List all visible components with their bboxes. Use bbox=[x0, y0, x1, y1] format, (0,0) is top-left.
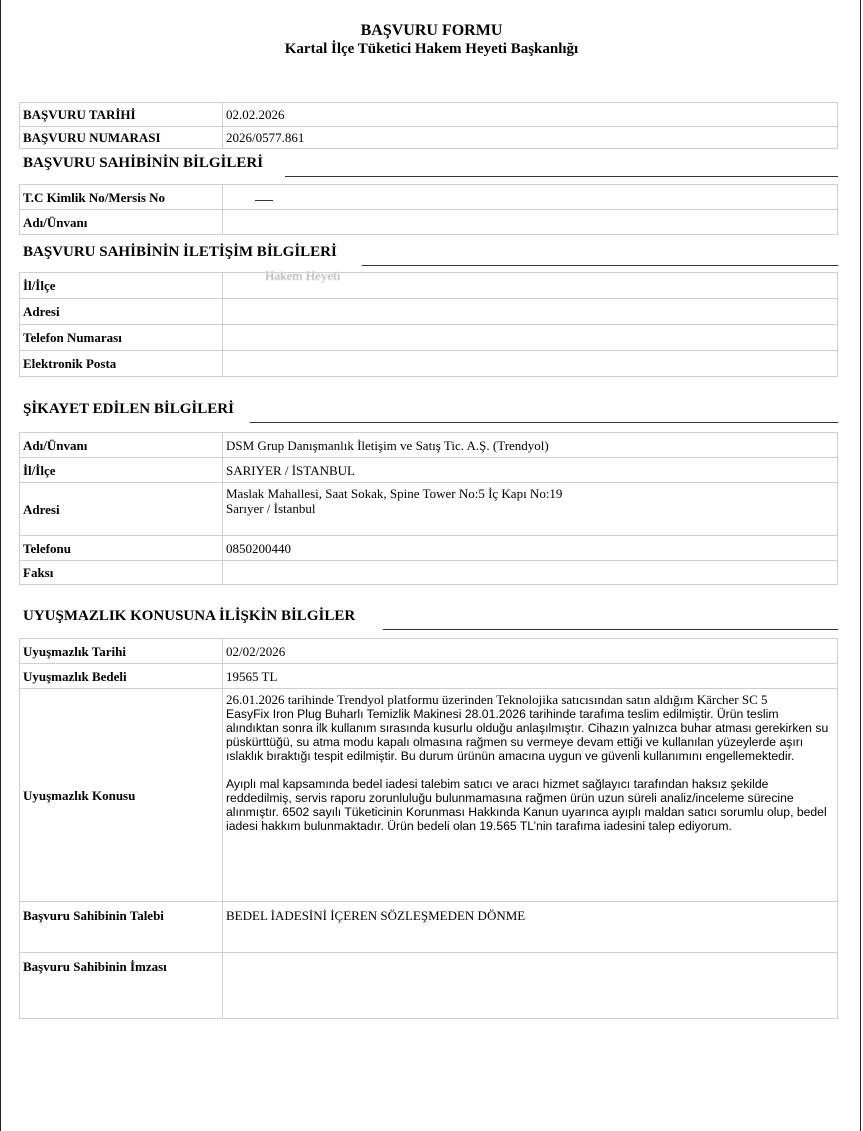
contact-email-value bbox=[223, 351, 838, 377]
respondent-phone-label: Telefonu bbox=[20, 536, 223, 561]
table-row bbox=[20, 536, 838, 561]
dispute-section-title: UYUŞMAZLIK KONUSUNA İLİŞKİN BİLGİLER bbox=[23, 608, 356, 624]
contact-email-label: Elektronik Posta bbox=[20, 351, 223, 377]
application-number-value: 2026/0577.861 bbox=[223, 127, 838, 149]
dispute-request-label: Başvuru Sahibinin Talebi bbox=[20, 902, 223, 953]
dispute-signature-value bbox=[223, 953, 838, 1019]
application-date-label: BAŞVURU TARİHİ bbox=[20, 103, 223, 127]
table-row bbox=[20, 639, 838, 664]
applicant-table bbox=[19, 184, 838, 235]
respondent-name-label: Adı/Ünvanı bbox=[20, 433, 223, 458]
respondent-city-value: SARIYER / İSTANBUL bbox=[223, 458, 838, 483]
respondent-address-line2: Sarıyer / İstanbul bbox=[226, 501, 316, 516]
contact-phone-label: Telefon Numarası bbox=[20, 325, 223, 351]
respondent-name-value: DSM Grup Danışmanlık İletişim ve Satış Tic. A.Ş. (Trendyol) bbox=[223, 433, 838, 458]
ghost-overlay-text: Hakem Heyeti bbox=[265, 268, 341, 283]
dispute-date-value: 02/02/2026 bbox=[223, 639, 838, 664]
dispute-subject-paragraph-2: Ayıplı mal kapsamında bedel iadesi talebim satıcı ve aracı hizmet sağlayıcı tarafından haksız şekilde reddedilmiş, servis raporu zorunluluğu bulunmamasına rağmen ürün uzun süreli analiz/inceleme sürecine alınmıştır. 6502 sayılı Tüketicinin Korunması Hakkında Kanun uyarınca ayıplı maldan satıcı sorumlu olup, bedel iadesi hakkım bulunmaktadır. Ürün bedeli olan 19.565 TL’nin tarafıma iadesini talep ediyorum. bbox=[226, 777, 827, 833]
respondent-address-line1: Maslak Mahallesi, Saat Sokak, Spine Tower No:5 İç Kapı No:19 bbox=[226, 486, 563, 501]
section-rule bbox=[383, 629, 838, 630]
application-date-value: 02.02.2026 bbox=[223, 103, 838, 127]
respondent-phone-value: 0850200440 bbox=[223, 536, 838, 561]
table-row bbox=[20, 127, 838, 149]
table-row bbox=[20, 902, 838, 953]
contact-phone-value bbox=[223, 325, 838, 351]
table-row bbox=[20, 185, 838, 210]
applicant-name-value bbox=[223, 210, 838, 235]
table-row bbox=[20, 433, 838, 458]
dispute-subject-label: Uyuşmazlık Konusu bbox=[20, 689, 223, 902]
contact-city-label: İl/İlçe bbox=[20, 273, 223, 299]
contact-city-value bbox=[223, 273, 838, 299]
application-number-label: BAŞVURU NUMARASI bbox=[20, 127, 223, 149]
dispute-date-label: Uyuşmazlık Tarihi bbox=[20, 639, 223, 664]
dispute-subject-paragraph-1: EasyFix Iron Plug Buharlı Temizlik Makinesi 28.01.2026 tarihinde tarafıma teslim edilmiştir. Ürün teslim alındıktan sonra ilk kullanım sırasında kusurlu olduğu anlaşılmıştır. Cihazın yalnızca buhar atması gerekirken su püskürttüğü, su atma modu kapalı olmasına rağmen su vermeye devam ettiği ve kullanılan yüzeylerde aşırı ıslaklık bıraktığı tespit edilmiştir. Bu durum ürünün amacına uygun ve güvenli kullanımını engellemektedir. bbox=[226, 707, 829, 763]
table-row bbox=[20, 561, 838, 585]
respondent-section-title: ŞİKAYET EDİLEN BİLGİLERİ bbox=[23, 401, 234, 417]
table-row bbox=[20, 458, 838, 483]
contact-address-label: Adresi bbox=[20, 299, 223, 325]
form-title: BAŞVURU FORMU bbox=[360, 22, 503, 39]
section-rule bbox=[362, 265, 838, 266]
dispute-table bbox=[19, 638, 838, 1019]
dispute-request-value: BEDEL İADESİNİ İÇEREN SÖZLEŞMEDEN DÖNME bbox=[223, 902, 838, 953]
form-subtitle: Kartal İlçe Tüketici Hakem Heyeti Başkanlığı bbox=[284, 41, 579, 57]
dispute-amount-label: Uyuşmazlık Bedeli bbox=[20, 664, 223, 689]
respondent-table bbox=[19, 432, 838, 585]
applicant-id-label: T.C Kimlik No/Mersis No bbox=[20, 185, 223, 210]
respondent-fax-value bbox=[223, 561, 838, 585]
redaction-mark bbox=[255, 200, 273, 201]
contact-section-title: BAŞVURU SAHİBİNİN İLETİŞİM BİLGİLERİ bbox=[23, 244, 337, 260]
respondent-city-label: İl/İlçe bbox=[20, 458, 223, 483]
dispute-subject-value bbox=[223, 689, 838, 902]
section-rule bbox=[250, 422, 838, 423]
respondent-fax-label: Faksı bbox=[20, 561, 223, 585]
table-row bbox=[20, 351, 838, 377]
applicant-name-label: Adı/Ünvanı bbox=[20, 210, 223, 235]
table-row bbox=[20, 483, 838, 536]
table-row bbox=[20, 689, 838, 902]
section-rule bbox=[285, 176, 838, 177]
table-row bbox=[20, 210, 838, 235]
application-info-table bbox=[19, 102, 838, 149]
table-row bbox=[20, 273, 838, 299]
table-row bbox=[20, 299, 838, 325]
applicant-section-title: BAŞVURU SAHİBİNİN BİLGİLERİ bbox=[23, 155, 264, 171]
contact-address-value bbox=[223, 299, 838, 325]
table-row bbox=[20, 103, 838, 127]
table-row bbox=[20, 325, 838, 351]
dispute-amount-value: 19565 TL bbox=[223, 664, 838, 689]
dispute-signature-label: Başvuru Sahibinin İmzası bbox=[20, 953, 223, 1019]
respondent-address-value bbox=[223, 483, 838, 536]
respondent-address-label: Adresi bbox=[20, 483, 223, 536]
table-row bbox=[20, 953, 838, 1019]
dispute-subject-first-line: 26.01.2026 tarihinde Trendyol platformu üzerinden Teknolojika satıcısından satın aldığım Kärcher SC 5 bbox=[226, 692, 768, 707]
contact-table bbox=[19, 272, 838, 377]
table-row bbox=[20, 664, 838, 689]
applicant-id-value bbox=[223, 185, 838, 210]
